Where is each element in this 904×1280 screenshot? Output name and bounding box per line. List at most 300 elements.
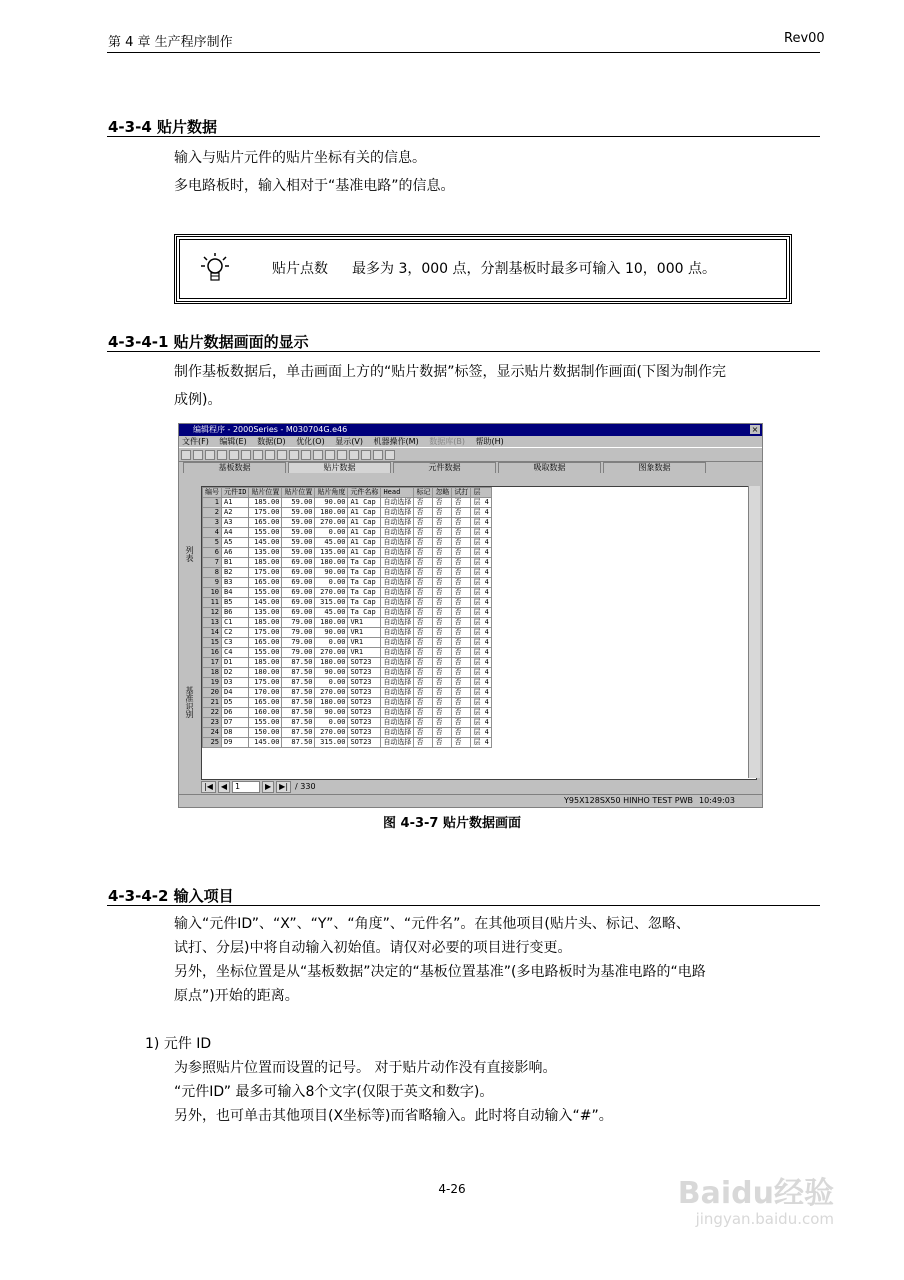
table-cell[interactable]: 层 4 [471,638,491,648]
table-cell[interactable]: 自动选择 [381,588,414,598]
first-record-button[interactable]: |◀ [201,781,216,793]
tab-placement-data[interactable]: 贴片数据 [288,462,391,473]
table-cell[interactable]: D4 [222,688,249,698]
table-cell[interactable]: 165.00 [249,638,282,648]
table-cell[interactable]: 185.00 [249,658,282,668]
table-cell[interactable]: 自动选择 [381,508,414,518]
table-cell[interactable]: 否 [452,578,471,588]
tab-image-data[interactable]: 图象数据 [603,462,706,473]
table-cell[interactable]: 25 [203,738,222,748]
table-cell[interactable]: A4 [222,528,249,538]
table-cell[interactable]: SOT23 [348,678,381,688]
table-cell[interactable]: 否 [433,548,452,558]
table-cell[interactable]: 否 [452,528,471,538]
table-cell[interactable]: 否 [433,648,452,658]
table-cell[interactable]: Ta Cap [348,598,381,608]
tool-icon[interactable] [361,450,371,460]
table-cell[interactable]: 270.00 [315,518,348,528]
table-cell[interactable]: 否 [414,558,433,568]
table-cell[interactable]: D8 [222,728,249,738]
table-cell[interactable]: 否 [452,508,471,518]
record-input[interactable]: 1 [232,781,260,793]
table-row[interactable] [203,718,492,728]
table-cell[interactable]: 否 [414,608,433,618]
table-cell[interactable]: SOT23 [348,698,381,708]
table-cell[interactable]: VR1 [348,638,381,648]
table-cell[interactable]: 59.00 [282,518,315,528]
table-cell[interactable]: 层 4 [471,578,491,588]
column-header[interactable]: 标记 [414,488,433,498]
table-cell[interactable]: VR1 [348,618,381,628]
table-cell[interactable]: A1 Cap [348,528,381,538]
table-cell[interactable]: B5 [222,598,249,608]
column-header[interactable]: 贴片位置 [249,488,282,498]
table-row[interactable] [203,618,492,628]
table-cell[interactable]: 170.00 [249,688,282,698]
table-cell[interactable]: 层 4 [471,588,491,598]
table-cell[interactable]: 层 4 [471,698,491,708]
table-cell[interactable]: 否 [433,518,452,528]
table-cell[interactable]: 否 [452,708,471,718]
table-cell[interactable]: 层 4 [471,568,491,578]
table-cell[interactable]: 135.00 [249,608,282,618]
table-cell[interactable]: 21 [203,698,222,708]
column-header[interactable]: 忽略 [433,488,452,498]
table-cell[interactable]: 自动选择 [381,668,414,678]
side-tab-fiducial[interactable]: 基准识别 [185,686,194,718]
column-header[interactable]: Head [381,488,414,498]
table-cell[interactable]: 自动选择 [381,528,414,538]
table-cell[interactable]: 否 [414,638,433,648]
table-cell[interactable]: D2 [222,668,249,678]
table-cell[interactable]: 175.00 [249,628,282,638]
table-cell[interactable]: 自动选择 [381,518,414,528]
table-cell[interactable]: 层 4 [471,628,491,638]
table-row[interactable] [203,568,492,578]
print-icon[interactable] [253,450,263,460]
table-cell[interactable]: A1 Cap [348,518,381,528]
table-cell[interactable]: 层 4 [471,548,491,558]
table-cell[interactable]: 69.00 [282,598,315,608]
table-cell[interactable]: D7 [222,718,249,728]
table-cell[interactable]: 9 [203,578,222,588]
table-cell[interactable]: 69.00 [282,608,315,618]
table-row[interactable] [203,678,492,688]
table-cell[interactable]: 否 [414,658,433,668]
table-cell[interactable]: 165.00 [249,698,282,708]
table-cell[interactable]: 90.00 [315,498,348,508]
table-cell[interactable]: 否 [452,618,471,628]
table-cell[interactable]: 否 [452,648,471,658]
table-cell[interactable]: C1 [222,618,249,628]
table-row[interactable] [203,628,492,638]
side-tab-list[interactable]: 列表 [185,546,194,562]
table-row[interactable] [203,658,492,668]
tab-component-data[interactable]: 元件数据 [393,462,496,473]
table-cell[interactable]: 否 [433,538,452,548]
table-cell[interactable]: 自动选择 [381,658,414,668]
tool-icon[interactable] [277,450,287,460]
table-cell[interactable]: 135.00 [315,548,348,558]
table-cell[interactable]: 否 [433,618,452,628]
table-cell[interactable]: 145.00 [249,738,282,748]
table-cell[interactable]: 自动选择 [381,678,414,688]
column-header[interactable]: 元件名称 [348,488,381,498]
table-cell[interactable]: 否 [414,508,433,518]
tab-pickup-data[interactable]: 吸取数据 [498,462,601,473]
table-cell[interactable]: 59.00 [282,528,315,538]
table-cell[interactable]: 否 [452,538,471,548]
table-row[interactable] [203,538,492,548]
table-row[interactable] [203,548,492,558]
table-row[interactable] [203,698,492,708]
table-cell[interactable]: 否 [414,698,433,708]
table-cell[interactable]: 69.00 [282,588,315,598]
table-cell[interactable]: 自动选择 [381,498,414,508]
table-cell[interactable]: SOT23 [348,658,381,668]
column-header[interactable]: 贴片角度 [315,488,348,498]
table-cell[interactable]: 层 4 [471,538,491,548]
table-cell[interactable]: 自动选择 [381,578,414,588]
table-cell[interactable]: 层 4 [471,518,491,528]
table-cell[interactable]: 否 [414,498,433,508]
table-cell[interactable]: 79.00 [282,638,315,648]
table-cell[interactable]: 19 [203,678,222,688]
table-cell[interactable]: 否 [452,568,471,578]
open-icon[interactable] [193,450,203,460]
table-cell[interactable]: 否 [452,558,471,568]
table-cell[interactable]: 否 [414,718,433,728]
table-cell[interactable]: C3 [222,638,249,648]
table-cell[interactable]: D6 [222,708,249,718]
table-cell[interactable]: 自动选择 [381,698,414,708]
table-cell[interactable]: 270.00 [315,688,348,698]
table-cell[interactable]: 自动选择 [381,628,414,638]
table-cell[interactable]: 否 [433,678,452,688]
table-cell[interactable]: 层 4 [471,498,491,508]
table-cell[interactable]: 否 [433,508,452,518]
table-cell[interactable]: Ta Cap [348,558,381,568]
table-cell[interactable]: 69.00 [282,558,315,568]
table-cell[interactable]: 185.00 [249,498,282,508]
table-cell[interactable]: 层 4 [471,528,491,538]
menu-view[interactable]: 显示(V) [335,437,363,446]
table-cell[interactable]: 175.00 [249,568,282,578]
table-cell[interactable]: B2 [222,568,249,578]
table-cell[interactable]: 90.00 [315,708,348,718]
table-cell[interactable]: D5 [222,698,249,708]
table-cell[interactable]: 否 [433,588,452,598]
tool-icon[interactable] [289,450,299,460]
table-cell[interactable]: 层 4 [471,618,491,628]
table-cell[interactable]: D9 [222,738,249,748]
table-cell[interactable]: 否 [452,588,471,598]
table-cell[interactable]: 自动选择 [381,738,414,748]
table-row[interactable] [203,598,492,608]
table-cell[interactable]: 4 [203,528,222,538]
table-cell[interactable]: A1 Cap [348,508,381,518]
table-cell[interactable]: 自动选择 [381,598,414,608]
table-cell[interactable]: Ta Cap [348,608,381,618]
table-row[interactable] [203,688,492,698]
search-icon[interactable] [265,450,275,460]
table-cell[interactable]: 否 [414,578,433,588]
table-cell[interactable]: Ta Cap [348,568,381,578]
table-cell[interactable]: 155.00 [249,648,282,658]
table-cell[interactable]: C4 [222,648,249,658]
table-cell[interactable]: 135.00 [249,548,282,558]
table-cell[interactable]: 层 4 [471,608,491,618]
table-cell[interactable]: 180.00 [315,618,348,628]
prev-record-button[interactable]: ◀ [218,781,230,793]
table-cell[interactable]: 6 [203,548,222,558]
table-cell[interactable]: Ta Cap [348,578,381,588]
table-cell[interactable]: 175.00 [249,508,282,518]
table-cell[interactable]: 自动选择 [381,558,414,568]
table-cell[interactable]: 87.50 [282,738,315,748]
table-cell[interactable]: 否 [452,678,471,688]
table-cell[interactable]: 180.00 [315,558,348,568]
menu-edit[interactable]: 编辑(E) [219,437,247,446]
table-cell[interactable]: 否 [433,528,452,538]
table-cell[interactable]: 自动选择 [381,648,414,658]
column-header[interactable]: 元件ID [222,488,249,498]
menu-file[interactable]: 文件(F) [182,437,209,446]
table-row[interactable] [203,518,492,528]
tool-icon[interactable] [337,450,347,460]
table-cell[interactable]: B3 [222,578,249,588]
last-record-button[interactable]: ▶| [276,781,291,793]
table-cell[interactable]: 180.00 [249,668,282,678]
table-cell[interactable]: D1 [222,658,249,668]
table-cell[interactable]: 自动选择 [381,608,414,618]
table-cell[interactable]: 79.00 [282,618,315,628]
table-cell[interactable]: 否 [433,728,452,738]
table-cell[interactable]: 1 [203,498,222,508]
table-cell[interactable]: 否 [433,558,452,568]
table-cell[interactable]: 145.00 [249,598,282,608]
table-cell[interactable]: 自动选择 [381,708,414,718]
table-cell[interactable]: 59.00 [282,538,315,548]
table-cell[interactable]: A1 Cap [348,538,381,548]
table-row[interactable] [203,668,492,678]
table-cell[interactable]: 否 [414,618,433,628]
table-cell[interactable]: B4 [222,588,249,598]
table-cell[interactable]: 18 [203,668,222,678]
table-cell[interactable]: 否 [433,658,452,668]
table-cell[interactable]: 0.00 [315,678,348,688]
table-cell[interactable]: A5 [222,538,249,548]
table-cell[interactable]: VR1 [348,648,381,658]
table-cell[interactable]: 否 [433,708,452,718]
tool-icon[interactable] [349,450,359,460]
table-cell[interactable]: 13 [203,618,222,628]
table-cell[interactable]: 否 [414,568,433,578]
table-cell[interactable]: 175.00 [249,678,282,688]
table-cell[interactable]: 否 [452,718,471,728]
table-cell[interactable]: 155.00 [249,528,282,538]
next-record-button[interactable]: ▶ [262,781,274,793]
table-cell[interactable]: 自动选择 [381,538,414,548]
menu-help[interactable]: 帮助(H) [475,437,504,446]
table-cell[interactable]: 否 [433,738,452,748]
table-row[interactable] [203,528,492,538]
tab-board-data[interactable]: 基板数据 [183,462,286,473]
table-row[interactable] [203,728,492,738]
table-cell[interactable]: 否 [452,598,471,608]
table-cell[interactable]: 否 [433,698,452,708]
table-cell[interactable]: 69.00 [282,578,315,588]
table-cell[interactable]: 否 [414,538,433,548]
table-cell[interactable]: SOT23 [348,728,381,738]
table-cell[interactable]: 2 [203,508,222,518]
table-cell[interactable]: 90.00 [315,568,348,578]
table-cell[interactable]: 否 [414,668,433,678]
table-cell[interactable]: 否 [433,578,452,588]
table-cell[interactable]: 否 [433,718,452,728]
table-cell[interactable]: 否 [433,638,452,648]
table-row[interactable] [203,508,492,518]
table-cell[interactable]: 否 [414,518,433,528]
table-cell[interactable]: 180.00 [315,658,348,668]
table-cell[interactable]: 层 4 [471,668,491,678]
table-cell[interactable]: B1 [222,558,249,568]
table-cell[interactable]: 45.00 [315,608,348,618]
menu-data[interactable]: 数据(D) [257,437,286,446]
menu-machine[interactable]: 机器操作(M) [373,437,419,446]
table-cell[interactable]: 自动选择 [381,718,414,728]
table-cell[interactable]: 否 [452,628,471,638]
menu-database[interactable]: 数据库(B) [429,437,465,446]
table-cell[interactable]: 层 4 [471,738,491,748]
table-cell[interactable]: 185.00 [249,618,282,628]
table-cell[interactable]: 87.50 [282,698,315,708]
table-cell[interactable]: A3 [222,518,249,528]
table-cell[interactable]: 层 4 [471,728,491,738]
table-cell[interactable]: SOT23 [348,708,381,718]
table-cell[interactable]: 否 [414,708,433,718]
table-cell[interactable]: 否 [414,688,433,698]
table-cell[interactable]: 165.00 [249,578,282,588]
table-cell[interactable]: 87.50 [282,718,315,728]
table-row[interactable] [203,498,492,508]
table-cell[interactable]: 160.00 [249,708,282,718]
table-cell[interactable]: SOT23 [348,738,381,748]
table-cell[interactable]: 180.00 [315,698,348,708]
table-cell[interactable]: 23 [203,718,222,728]
table-cell[interactable]: 否 [452,498,471,508]
table-cell[interactable]: D3 [222,678,249,688]
table-cell[interactable]: SOT23 [348,688,381,698]
table-cell[interactable]: 否 [433,628,452,638]
table-cell[interactable]: 69.00 [282,568,315,578]
table-cell[interactable]: 87.50 [282,728,315,738]
column-header[interactable]: 编号 [203,488,222,498]
table-cell[interactable]: A2 [222,508,249,518]
table-cell[interactable]: 87.50 [282,688,315,698]
column-header[interactable]: 试打 [452,488,471,498]
save-icon[interactable] [205,450,215,460]
table-cell[interactable]: 87.50 [282,668,315,678]
table-cell[interactable]: 自动选择 [381,568,414,578]
table-cell[interactable]: 0.00 [315,638,348,648]
table-row[interactable] [203,708,492,718]
table-cell[interactable]: 层 4 [471,718,491,728]
table-cell[interactable]: B6 [222,608,249,618]
table-cell[interactable]: 自动选择 [381,638,414,648]
table-cell[interactable]: 185.00 [249,558,282,568]
table-cell[interactable]: 否 [452,728,471,738]
table-row[interactable] [203,608,492,618]
table-cell[interactable]: 否 [414,548,433,558]
table-cell[interactable]: 否 [452,518,471,528]
table-cell[interactable]: 315.00 [315,598,348,608]
table-cell[interactable]: 14 [203,628,222,638]
table-cell[interactable]: 否 [433,688,452,698]
table-cell[interactable]: 否 [414,588,433,598]
table-cell[interactable]: 否 [433,598,452,608]
table-cell[interactable]: A1 Cap [348,548,381,558]
column-header[interactable]: 层 [471,488,491,498]
table-cell[interactable]: 自动选择 [381,618,414,628]
table-cell[interactable]: 否 [452,608,471,618]
table-cell[interactable]: 155.00 [249,718,282,728]
table-cell[interactable]: 否 [452,698,471,708]
table-cell[interactable]: 否 [452,668,471,678]
table-cell[interactable]: 层 4 [471,598,491,608]
table-cell[interactable]: 否 [452,658,471,668]
table-cell[interactable]: 11 [203,598,222,608]
paste-icon[interactable] [241,450,251,460]
table-cell[interactable]: 否 [452,638,471,648]
table-cell[interactable]: 270.00 [315,588,348,598]
table-cell[interactable]: 59.00 [282,548,315,558]
table-row[interactable] [203,558,492,568]
table-row[interactable] [203,638,492,648]
table-cell[interactable]: 87.50 [282,658,315,668]
table-cell[interactable]: 315.00 [315,738,348,748]
table-cell[interactable]: 0.00 [315,528,348,538]
table-cell[interactable]: 否 [433,668,452,678]
column-header[interactable]: 贴片位置 [282,488,315,498]
table-row[interactable] [203,738,492,748]
help-icon[interactable] [373,450,383,460]
table-cell[interactable]: 层 4 [471,508,491,518]
table-row[interactable] [203,648,492,658]
tool-icon[interactable] [313,450,323,460]
table-cell[interactable]: 87.50 [282,678,315,688]
table-cell[interactable]: 12 [203,608,222,618]
table-cell[interactable]: 155.00 [249,588,282,598]
table-cell[interactable]: 5 [203,538,222,548]
table-cell[interactable]: 否 [414,528,433,538]
table-cell[interactable]: 90.00 [315,668,348,678]
table-cell[interactable]: 59.00 [282,498,315,508]
table-cell[interactable]: 8 [203,568,222,578]
table-cell[interactable]: 20 [203,688,222,698]
table-cell[interactable]: 270.00 [315,648,348,658]
table-cell[interactable]: 79.00 [282,648,315,658]
table-cell[interactable]: C2 [222,628,249,638]
table-cell[interactable]: 150.00 [249,728,282,738]
table-cell[interactable]: VR1 [348,628,381,638]
table-cell[interactable]: 7 [203,558,222,568]
table-cell[interactable]: 59.00 [282,508,315,518]
vertical-scrollbar[interactable] [748,486,760,778]
table-cell[interactable]: 否 [414,728,433,738]
table-cell[interactable]: 0.00 [315,718,348,728]
table-cell[interactable]: Ta Cap [348,588,381,598]
